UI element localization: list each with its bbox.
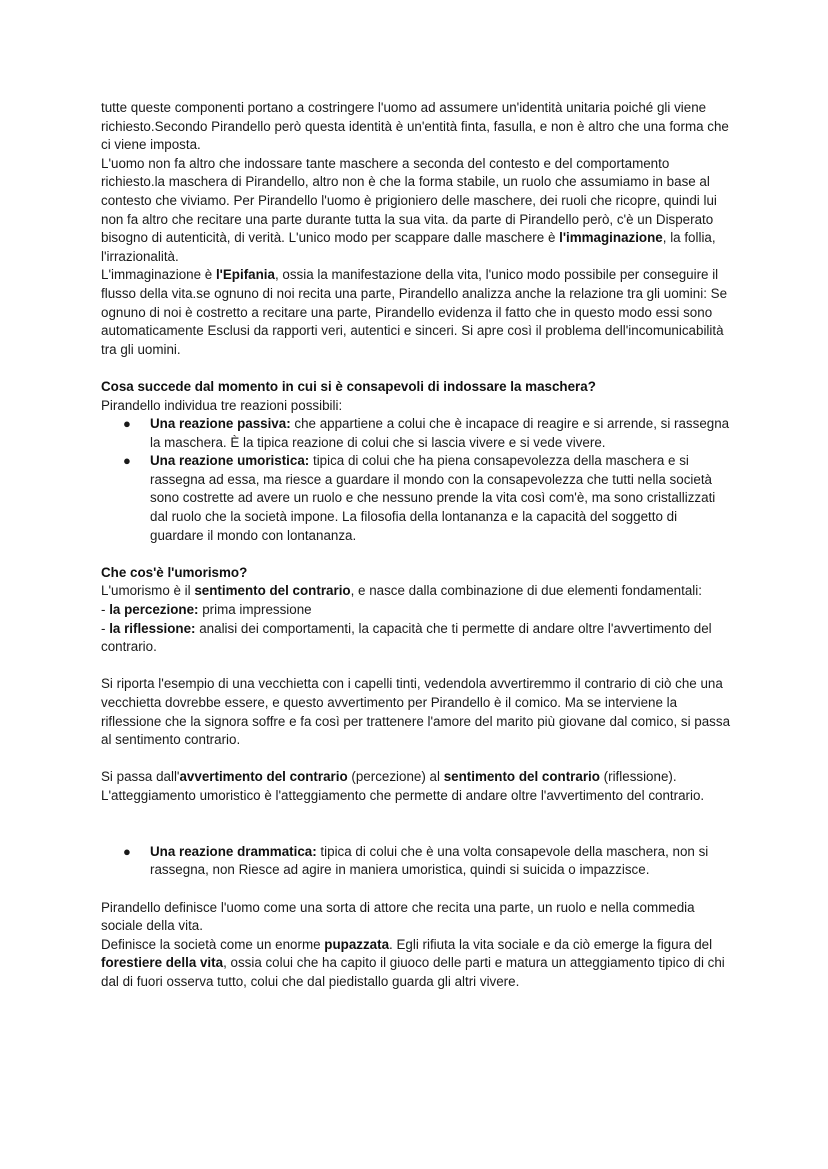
bullet-icon: ● [123,843,131,859]
paragraph [101,266,733,359]
paragraph [101,601,733,620]
paragraph [101,582,733,601]
text: . Egli rifiuta la vita sociale e da ciò emerge la figura del [389,936,713,952]
blank-line [101,545,733,564]
paragraph [101,768,733,787]
paragraph [101,378,733,397]
bullet-item [101,843,733,880]
bold-text: Cosa succede dal momento in cui si è consapevoli di indossare la maschera? [101,378,596,394]
paragraph [101,620,733,657]
text: , ossia colui che ha capito il giuoco delle parti e matura un atteggiamento tipico di chi dal di fuori osserva tutto, colui che dal piedistallo guarda gli altri vivere. [101,955,725,989]
text: - [101,602,110,618]
bold-text: Che cos'è l'umorismo? [101,564,248,580]
text: L'atteggiamento umoristico è l'atteggiamento che permette di andare oltre l'avvertimento del contrario. [101,787,705,803]
paragraph [101,397,733,416]
bold-text: pupazzata [324,936,390,952]
text: analisi dei comportamenti, la capacità che ti permette di andare oltre l'avvertimento del contrario. [101,620,712,655]
text: Si passa dall' [101,769,180,785]
paragraph [101,99,733,155]
text: che appartiene a colui che è incapace di reagire e si arrende, si rassegna la maschera. È la tipica reazione di colui che si lascia vivere e si vede vivere. [150,416,730,450]
bold-text: sentimento del contrario [443,769,600,785]
text: L'uomo non fa altro che indossare tante maschere a seconda del contesto e del comportamento richiesto.la maschera di Pirandello, altro non è che la forma stabile, un ruolo che assumiamo in base al contesto che viviamo. Per Pirandello l'uomo è prigioniero delle maschere, dei ruoli che ricopre, quindi lui non fa altro che recitare una parte durante tutta la sua vita. da parte di Pirandello però, c'è un Disperato bisogno di autenticità, di verità. L'unico modo per scappare dalle maschere è [101,155,717,246]
paragraph [101,899,733,936]
blank-line [101,824,733,843]
blank-line [101,657,733,676]
bold-text: Una reazione passiva: [150,416,291,432]
blank-line [101,880,733,899]
bold-text: la percezione: [109,602,199,618]
paragraph [101,155,733,267]
text: (percezione) al [347,769,444,785]
text: Pirandello individua tre reazioni possibili: [101,397,343,413]
blank-line [101,750,733,769]
paragraph [101,936,733,992]
text: L'umorismo è il [101,583,195,599]
blank-line [101,806,733,825]
bold-text: l'immaginazione [559,230,663,246]
text: Definisce la società come un enorme [101,936,325,952]
text: Pirandello definisce l'uomo come una sorta di attore che recita una parte, un ruolo e nella commedia sociale della vita. [101,899,695,934]
document-page [101,99,733,992]
bold-text: sentimento del contrario [194,583,351,599]
bullet-item [101,415,733,452]
text: , la follia, l'irrazionalità. [101,230,716,264]
text: tipica di colui che ha piena consapevolezza della maschera e si rassegna ad essa, ma riesce a guardare il mondo con la consapevolezza che tutti nella società sono costrette ad avere un ruolo e che nessuno prende la vita così com'è, ma sono cristallizzati dal ruolo che la società impone. La filosofia della lontananza e la capacità del soggetto di guardare il mondo con lontananza. [150,453,716,543]
bullet-item [101,452,733,545]
bullet-icon: ● [123,453,131,469]
text: , e nasce dalla combinazione di due elementi fondamentali: [350,583,702,599]
text: - [101,620,110,636]
bold-text: avvertimento del contrario [179,769,348,785]
text: tutte queste componenti portano a costringere l'uomo ad assumere un'identità unitaria poiché gli viene richiesto.Secondo Pirandello però questa identità è un'entità finta, fasulla, e non è altro che una forma che ci viene imposta. [101,100,729,153]
paragraph [101,564,733,583]
text: , ossia la manifestazione della vita, l'unico modo possibile per conseguire il flusso della vita.se ognuno di noi recita una parte, Pirandello analizza anche la relazione tra gli uomini: Se ognuno di noi è costretto a recitare una parte, Pirandello evidenza il fatto che in questo modo essi sono automaticamente Esclusi da rapporti veri, autentici e sinceri. Si apre così il problema dell'incomunicabilità tra gli uomini. [101,267,728,357]
bold-text: forestiere della vita [101,955,224,971]
bold-text: la riflessione: [109,620,196,636]
text: (riflessione). [599,769,677,785]
text: L'immaginazione è [101,267,216,283]
text: Si riporta l'esempio di una vecchietta con i capelli tinti, vedendola avvertiremmo il contrario di ciò che una vecchietta dovrebbe essere, e questo avvertimento per Pirandello è il comico. Ma se interviene la riflessione che la signora soffre e fa così per trattenere l'amore del marito più giovane dal comico, si passa al sentimento contrario. [101,676,731,748]
bold-text: l'Epifania [215,267,275,283]
blank-line [101,359,733,378]
text: prima impressione [198,602,312,618]
text: tipica di colui che è una volta consapevole della maschera, non si rassegna, non Riesce ad agire in maniera umoristica, quindi si suicida o impazzisce. [150,843,709,878]
bullet-icon: ● [123,416,131,432]
paragraph [101,675,733,749]
paragraph [101,787,733,806]
bold-text: Una reazione umoristica: [150,453,310,469]
bold-text: Una reazione drammatica: [150,843,317,859]
